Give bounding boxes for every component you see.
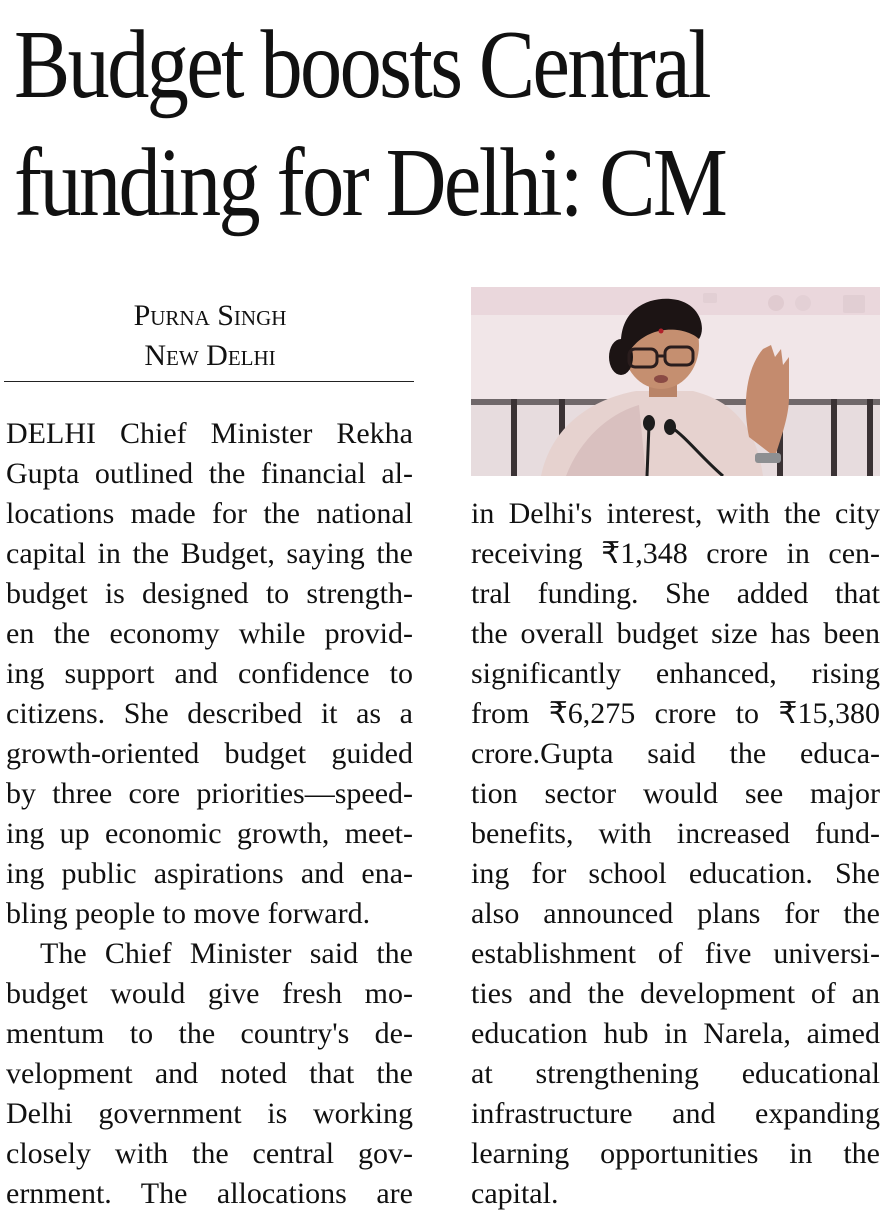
body-line: capital in the Budget, saying the (6, 537, 413, 570)
body-line: crore.Gupta said the educa- (471, 737, 880, 770)
body-line: velopment and noted that the (6, 1057, 413, 1090)
article-photo (471, 287, 880, 476)
body-line: receiving ₹1,348 crore in cen- (471, 537, 880, 570)
body-line: infrastructure and expanding (471, 1097, 880, 1130)
body-line: also announced plans for the (471, 897, 880, 930)
body-line: DELHI Chief Minister Rekha (6, 417, 413, 450)
body-line: learning opportunities in the (471, 1137, 880, 1170)
body-line: capital. (471, 1177, 559, 1210)
body-line: locations made for the national (6, 497, 413, 530)
body-line: bling people to move forward. (6, 897, 371, 930)
body-line: benefits, with increased fund- (471, 817, 880, 850)
body-line: Delhi government is working (6, 1097, 413, 1130)
body-line: ing up economic growth, meet- (6, 817, 413, 850)
body-line: citizens. She described it as a (6, 697, 413, 730)
byline (6, 296, 414, 376)
body-line: in Delhi's interest, with the city (471, 497, 880, 530)
body-line: Gupta outlined the financial al- (6, 457, 413, 490)
body-line: establishment of five universi- (471, 937, 880, 970)
body-line: education hub in Narela, aimed (471, 1017, 880, 1050)
body-line: ties and the development of an (471, 977, 880, 1010)
body-line: ernment. The allocations are (6, 1177, 413, 1210)
body-line: by three core priorities—speed- (6, 777, 413, 810)
body-line: growth-oriented budget guided (6, 737, 413, 770)
body-line: tion sector would see major (471, 777, 880, 810)
body-line: ing public aspirations and ena- (6, 857, 413, 890)
body-line: closely with the central gov- (6, 1137, 413, 1170)
speaker-photo-illustration (471, 287, 880, 476)
byline-author: Purna Singh (133, 299, 287, 332)
article-column-right (471, 494, 880, 1214)
body-line: en the economy while provid- (6, 617, 413, 650)
body-line: ing for school education. She (471, 857, 880, 890)
article-column-left (6, 414, 413, 1214)
byline-dateline: New Delhi (144, 339, 276, 372)
body-line: The Chief Minister said the (40, 937, 413, 970)
body-line: at strengthening educational (471, 1057, 880, 1090)
headline-line-1: Budget boosts Central (14, 11, 709, 119)
headline (14, 6, 874, 242)
byline-divider (4, 381, 414, 382)
body-line: mentum to the country's de- (6, 1017, 413, 1050)
body-line: significantly enhanced, rising (471, 657, 880, 690)
headline-line-2: funding for Delhi: CM (14, 129, 726, 237)
body-line: ing support and confidence to (6, 657, 413, 690)
body-line: from ₹6,275 crore to ₹15,380 (471, 697, 880, 730)
body-line: tral funding. She added that (471, 577, 880, 610)
body-line: budget is designed to strength- (6, 577, 413, 610)
body-line: the overall budget size has been (471, 617, 880, 650)
body-line: budget would give fresh mo- (6, 977, 413, 1010)
